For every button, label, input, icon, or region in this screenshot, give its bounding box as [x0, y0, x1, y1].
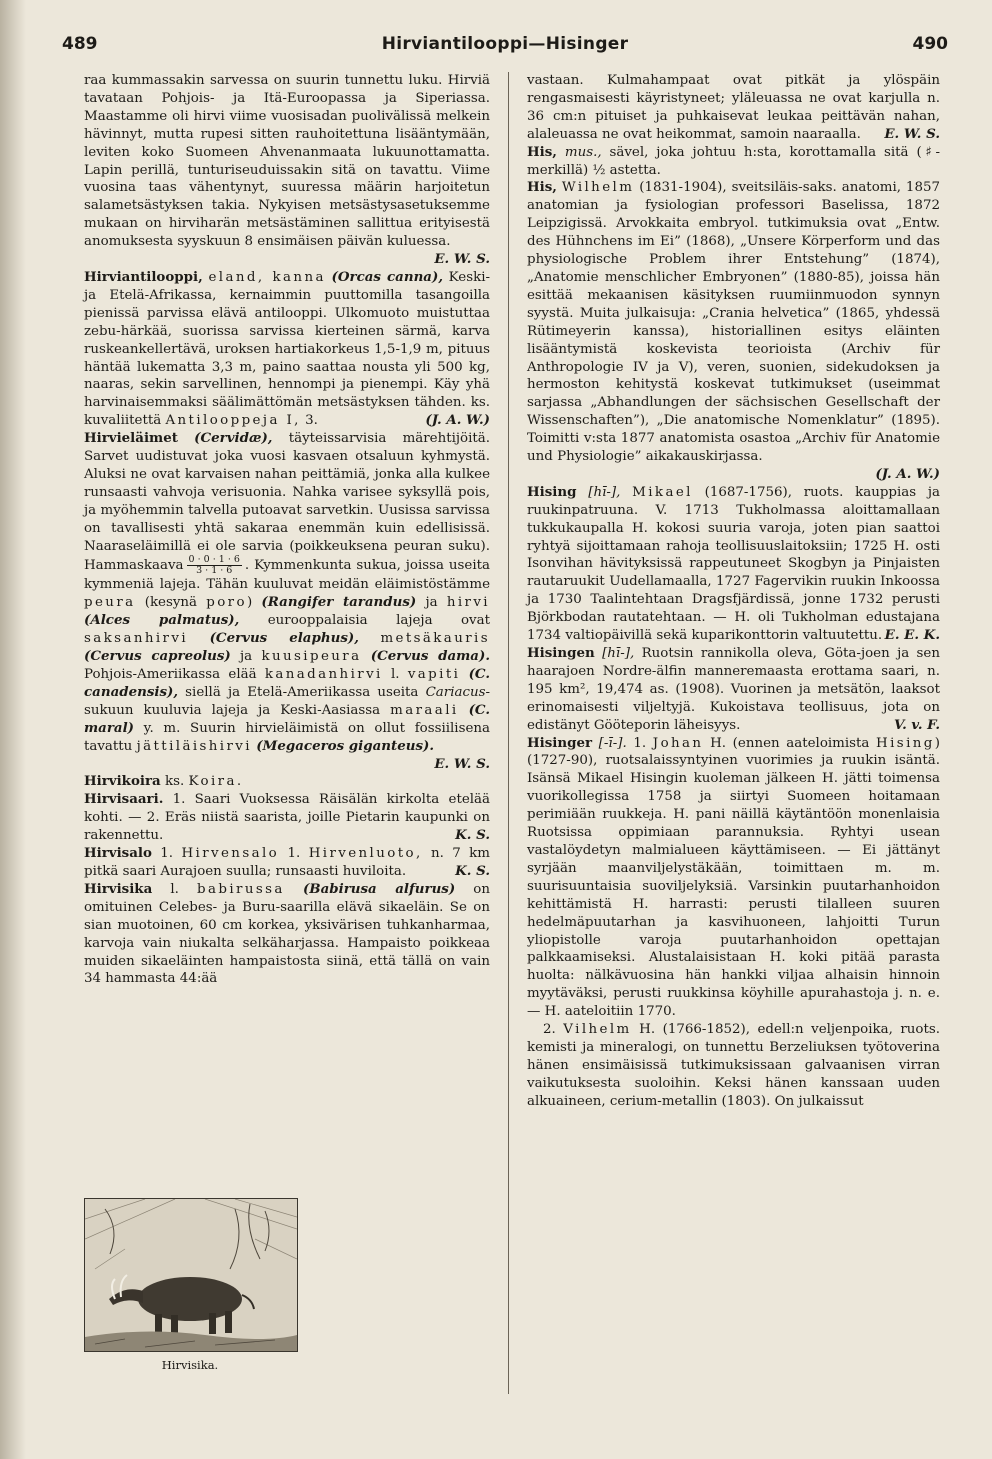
headword: Hirvisalo: [84, 845, 152, 862]
entry-his-music: His, mus., sävel, joka johtuu h:sta, korottamalla sitä (♯-merkillä) ½ astetta.: [527, 143, 940, 178]
headword: Hirvikoira: [84, 773, 161, 790]
headword: His,: [527, 179, 557, 196]
babirusa-engraving: [84, 1198, 298, 1352]
signature: (J. A. W.): [425, 412, 490, 429]
page-number-right: 490: [912, 34, 948, 54]
signature: (J. A. W.): [875, 465, 940, 482]
entry-hisingen: Hisingen [hī-], Ruotsin rannikolla oleva, Göta-joen ja sen haarajoen Nordre-älfin manneremaasta erottama saari, n. 195 km², 19,474 as. (1908). Vuorinen ja metsätön, laaksot erinomaisesti viljeltyjä. Kukoistava teollisuus, jota on edistänyt Gööteporin läheisyys. V. v. F.: [527, 645, 940, 733]
running-head: [62, 34, 948, 58]
entry-hising-mikael: Hising [hī-], Mikael (1687-1756), ruots. kauppias ja ruukinpatruuna. V. 1713 Tukholmassa aloittamallaan tukkukaupalla H. kokosi suuria varoja, joten pian saattoi ryhtyä sijoittamaan rahoja teollisuuslaitoksiin; 1725 H. osti Isonvihan hävityksissä rappeutuneet Skogbyn ja Pinjaisten rautaruukit Uudellamaalla, 1727 Fagervikin ruukin Inkoossa ja 1730 Taalintehtaan Dragsfjärdissä, jonne 1732 perusti Björkbodan rautatehtaan. — H. oli Tukholman edustajana 1734 valtiopäivillä sekä kuparikonttorin valtuutettu. E. E. K.: [527, 483, 940, 644]
page-title: Hirviantilooppi—Hisinger: [381, 34, 629, 54]
headword: Hirvisika: [84, 880, 153, 897]
entry-hirviantilooppi: Hirviantilooppi, eland, kanna (Orcas canna), Keski- ja Etelä-Afrikassa, kernaimmin puuttomilla tasangoilla pienissä parvissa elävä antilooppi. Ulkomuoto muistuttaa zebu-härkää, suorissa sarvissa kierteinen särmä, karva ruskeankellertävä, uroksen hartiakorkeus 1,5-1,9 m, pituus häntää lukematta 3,3 m, paino saattaa nousta yli 500 kg, naaras, sekin sarvellinen, hennompi ja pienempi. Käy yhä harvinaisemmaksi säälimättömän metsästyksen tähden. ks. kuvaliitettä Antilooppeja I, 3. (J. A. W.): [84, 268, 491, 429]
figure-caption: Hirvisika.: [161, 1358, 219, 1372]
headword: Hirvieläimet: [84, 430, 178, 447]
headword: Hisinger: [527, 734, 593, 751]
continued-paragraph: vastaan. Kulmahampaat ovat pitkät ja ylöspäin rengasmaisesti käyristyneet; yläleuassa ne ovat karjulla n. 36 cm:n pituiset ja puhkaisevat leukaa peittävän nahan, alaleuassa ne ovat heikommat, samoin naaraalla. E. W. S.: [527, 73, 940, 142]
entry-hirvisika: Hirvisika l. babirussa (Babirusa alfurus) on omituinen Celebes- ja Buru-saarilla elävä sikaeläin. Se on sian muotoinen, 60 cm korkea, yksivärisen tuhkanharmaa, karvoja vain niukalta selkäharjassa. Hampaisto poikkeaa muiden sikaeläinten hampaistosta siinä, että tällä on vain 34 hammasta 44:ää: [84, 881, 490, 1336]
book-binding-shadow: [0, 0, 26, 1459]
signature: E. W. S.: [434, 251, 490, 268]
entry-hirvisaari: Hirvisaari. 1. Saari Vuoksessa Räisälän kirkolta etelää kohti. — 2. Eräs niistä saarista, joille Pietarin kaupunki on rakennettu. K. S.: [84, 791, 490, 844]
entry-hirvisalo: Hirvisalo 1. Hirvensalo 1. Hirvenluoto, n. 7 km pitkä saari Aurajoen suulla; runsaasti huviloita. K. S.: [84, 845, 490, 879]
headword: Hisingen: [527, 645, 595, 661]
entry-hirvielaimet: Hirvieläimet (Cervidæ), täyteissarvisia märehtijöitä. Sarvet uudistuvat joka vuosi kasvaen otsaluun kyhmystä. Aluksi ne ovat karvaisen nahan peittämiä, jonka alla kulkee runsaasti vahvoja verisuonia. Nahka varisee syksyllä pois, ja myöhemmin talvella putoavat sarvetkin. Uusissa sarvissa on tavallisesti yhtä sakaraa enemmän kuin edellisissä. Naaraseläimillä ei ole sarvia (poikkeuksena peuran suku). Hammaskaava $\frac{0 \cdot 0 \cdot 1 \cdot 6}{3 \cdot 1 \cdot 6}$ . Kymmenkunta sukua, joissa useita kymmeniä lajeja. Tähän kuuluvat meidän eläimistöstämme peura (kesynä poro) (Rangifer tarandus) ja hirvi (Alces palmatus), eurooppalaisia lajeja ovat saksanhirvi (Cervus elaphus), metsäkauris (Cervus capreolus) ja kuusipeura (Cervus dama). Pohjois-Ameriikassa elää kanadanhirvi l. vapiti (C. canadensis), siellä ja Etelä-Ameriikassa useita Cariacus-sukuun kuuluvia lajeja ja Keski-Aasiassa maraali (C. maral) y. m. Suurin hirvieläimistä on ollut fossiilisena tavattu jättiläishirvi (Megaceros giganteus). E. W. S.: [84, 430, 490, 772]
signature: E. W. S.: [884, 125, 940, 142]
signature: K. S.: [455, 862, 490, 879]
entry-hisinger: Hisinger [-ī-]. 1. Johan H. (ennen aateloimista Hising) (1727-90), ruotsalaissyntyinen vuorimies ja ruukin isäntä. Isänsä Mikael Hisingin kuoleman jälkeen H. jätti toimensa vuorikollegissa 1758 ja siirtyi Suomeen hoitamaan perimiään ruukkeja. H. pani näillä käytäntöön monenlaisia Ruotsissa oppimiaan parannuksia. Ryhtyi usean vastalöydetyn malmialueen käyttämiseen. — Ei jättänyt syrjään maanviljelystäkään, toimittaen m. m. suurisuuntaisia suoviljelyksiä. Varsinkin puutarhanhoidon kehittämistä H. harrasti: perusti tilalleen suuren hedelmäpuutarhan ja kasvihuoneen, lahjoitti Turun yliopistolle varoja puutarhanhoidon opettajan palkkaamiseksi. Alustalaisistaan H. koki pitää parasta huolta: nälkävuosina hän hankki viljaa alhaisin hinnoin myytäväksi, perusti ruukkinsa köyhille apurahastoja j. n. e. — H. aateloitiin 1770.: [527, 734, 940, 1020]
column-divider: [508, 72, 509, 1394]
dental-formula: $\frac{0 \cdot 0 \cdot 1 \cdot 6}{3 \cdot 1 \cdot 6}$: [188, 554, 240, 577]
page-number-left: 489: [62, 34, 98, 54]
continued-paragraph: raa kummassakin sarvessa on suurin tunnettu luku. Hirviä tavataan Pohjois- ja Itä-Euroopassa ja Siperiassa. Maastamme oli hirvi viime vuosisadan puolivälissä melkein hävinnyt, mutta rupesi sitten rauhoitettuna lisääntymään, leviten koko Suomeen Ahvenanmaata lukuunottamatta. Lapin perillä, tunturiseuduissakin sitä on tavattu. Viime vuosina taas vähentynyt, suuressa määrin harjoitetun salametsästyksen takia. Nykyisen metsästysasetuksemme mukaan on hirviharän metsästäminen sallittua erityisestä anomuksesta syyskuun 8 ensimäisen päivän kuluessa. E. W. S.: [84, 73, 490, 268]
signature: E. W. S.: [434, 755, 490, 772]
cross-reference: Antilooppeja I,: [165, 413, 301, 429]
entry-his-wilhelm: His, Wilhelm (1831-1904), sveitsiläis-saks. anatomi, 1857 anatomian ja fysiologian professori Baselissa, 1872 Leipzigissä. Arvokkaita embryol. tutkimuksia ovat „Entw. des Hühnchens im Ei” (1868), „Unsere Körperform und das physiologische Problem ihrer Entstehung” (1874), „Anatomie menschlicher Embryonen” (1880-85), joissa hän esittää mekaanisen käsityksen ruumiinmuodon synnyn syystä. Muita julkaisuja: „Crania helvetica” (1865, yhdessä Rütimeyerin kanssa), historiallinen esitys eläinten lisääntymistä koskevista teorioista (Archiv für Anthropologie IV ja V), veren, suonien, sidekudoksen ja hermoston kehitystä koskevat tutkimukset (useimmat sarjassa „Abhandlungen der sächsischen Gesellschaft der Wissenschaften”), „Die anatomische Nomenklatur” (1895). Toimitti v:sta 1877 anatomista osastoa „Archiv für Anatomie und Physiologie” aikakauskirjassa. (J. A. W.): [527, 179, 940, 482]
signature: V. v. F.: [894, 716, 940, 733]
signature: E. E. K.: [884, 627, 940, 644]
entry-hirvikoira: Hirvikoira ks. Koira.: [84, 773, 244, 790]
cross-reference: Koira.: [188, 774, 244, 790]
babirusa-illustration: [84, 1198, 296, 1372]
left-column: [84, 72, 490, 1336]
signature: K. S.: [455, 827, 490, 844]
headword: Hirviantilooppi,: [84, 268, 203, 285]
entry-hisinger-vilhelm: 2. Vilhelm H. (1766-1852), edell:n veljenpoika, ruots. kemisti ja mineralogi, on tunnettu Berzeliuksen työtoverina hänen ensimäisissä tutkimuksissaan galvaanisen virran vaikutuksesta suoloihin. Keksi hänen kanssaan uuden alkuaineen, cerium-metallin (1803). On julkaissut: [527, 1022, 940, 1109]
headword: Hising: [527, 483, 577, 500]
right-column: [527, 72, 940, 1111]
headword: His,: [527, 143, 557, 160]
headword: Hirvisaari.: [84, 791, 164, 808]
